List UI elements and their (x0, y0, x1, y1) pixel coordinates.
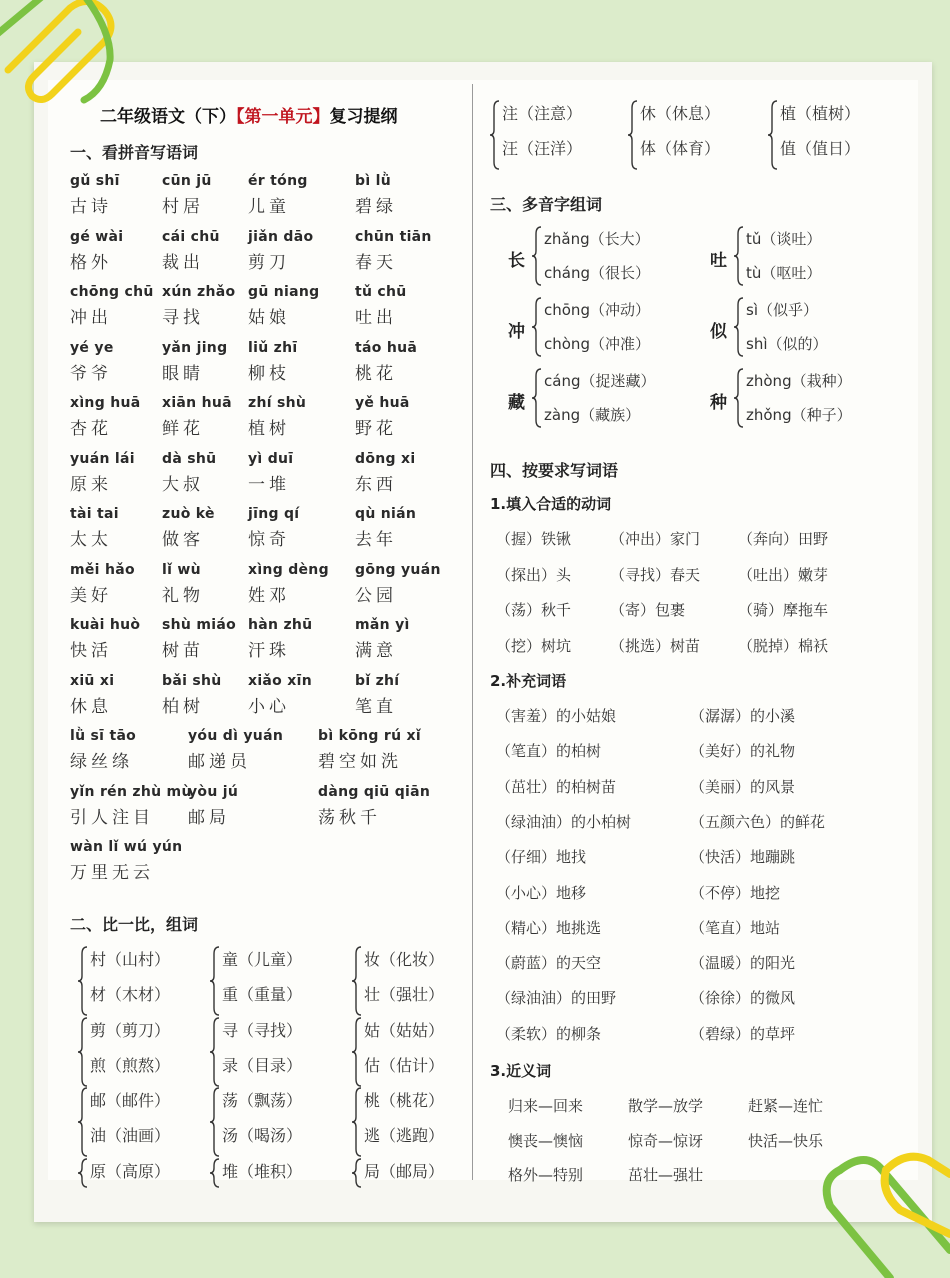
pinyin-pair (248, 562, 348, 606)
compare-group (78, 1087, 208, 1157)
compare-group (490, 100, 620, 170)
brace-icon (210, 946, 220, 1016)
hanzi-text: 爷爷 (70, 363, 112, 384)
compare-word: 寻（寻找） (222, 1020, 303, 1040)
polyphone-group (710, 297, 880, 359)
fill-phrase: （精心）地挑选 (496, 918, 602, 937)
brace-icon (532, 368, 542, 428)
polyphone-reading: chòng（冲准） (544, 335, 650, 353)
paperclip-bottom-right-icon (810, 1130, 950, 1278)
pinyin-text: cūn jū (162, 173, 212, 189)
polyphone-reading: zhǎng（长大） (544, 230, 650, 248)
synonym-pair: 归来—回来 (508, 1097, 584, 1115)
compare-word: 桃（桃花） (364, 1091, 445, 1110)
pinyin-text: lǐ wù (162, 561, 201, 578)
brace-icon (734, 226, 744, 286)
fill-phrase: （仔细）地找 (496, 848, 587, 867)
compare-group (78, 1158, 208, 1188)
pinyin-pair (355, 617, 455, 661)
hanzi-text: 一堆 (248, 474, 290, 495)
sub3-heading: 3.近义词 (490, 1062, 552, 1080)
polyphone-reading: zàng（藏族） (544, 406, 641, 424)
fill-phrase: （五颜六色）的鲜花 (690, 812, 826, 831)
section2-heading: 二、比一比，组词 (70, 915, 199, 934)
pinyin-text: xiǎo xīn (248, 672, 312, 689)
hanzi-text: 寻找 (162, 308, 204, 328)
pinyin-pair (355, 340, 455, 384)
verb-phrase: （寻找）春天 (610, 565, 701, 584)
brace-icon (628, 100, 638, 170)
compare-word: 煎（煎熬） (90, 1055, 171, 1075)
section4-heading: 四、按要求写词语 (490, 461, 619, 480)
brace-icon (78, 1087, 88, 1157)
pinyin-pair (248, 673, 348, 717)
fill-phrase: （潺潺）的小溪 (690, 707, 796, 725)
pinyin-text: jiǎn dāo (248, 228, 314, 245)
pinyin-pair (70, 395, 170, 439)
polyphone-reading: tù（呕吐） (746, 264, 822, 282)
pinyin-pair (70, 839, 210, 883)
pinyin-text: bì kōng rú xǐ (318, 728, 421, 744)
verb-phrase: （挑选）树苗 (610, 636, 701, 655)
polyphone-char: 长 (508, 251, 525, 271)
pinyin-text: xìng huā (70, 395, 141, 411)
polyphone-group (508, 297, 678, 359)
hanzi-text: 柳枝 (248, 363, 290, 384)
brace-icon (734, 297, 744, 357)
fill-phrase: （美丽）的风景 (690, 777, 796, 796)
title-prefix: 二年级语文（下） (100, 107, 236, 127)
brace-icon (210, 1087, 220, 1157)
compare-group (210, 946, 340, 1016)
pinyin-pair (355, 562, 455, 606)
hanzi-text: 美好 (70, 585, 112, 606)
page-title (100, 102, 398, 127)
fill-phrase: （徐徐）的微风 (690, 989, 796, 1008)
compare-word: 注（注意） (502, 104, 583, 123)
pinyin-text: yǎn jing (162, 339, 228, 356)
polyphone-char: 似 (710, 322, 727, 342)
hanzi-text: 邮递员 (188, 752, 251, 772)
synonym-pair: 茁壮—强壮 (628, 1166, 704, 1184)
polyphone-char: 种 (710, 393, 727, 413)
compare-group (352, 1087, 482, 1157)
pinyin-text: gū niang (248, 284, 320, 300)
hanzi-text: 村居 (162, 197, 204, 217)
compare-word: 油（油画） (90, 1126, 171, 1145)
pinyin-text: kuài huò (70, 617, 141, 633)
verb-phrase: （握）铁锹 (496, 530, 572, 548)
pinyin-text: yì duī (248, 450, 294, 467)
synonym-pair: 惊奇—惊讶 (628, 1131, 704, 1150)
pinyin-pair (70, 673, 170, 717)
compare-word: 童（儿童） (222, 950, 303, 969)
compare-word: 局（邮局） (364, 1161, 445, 1181)
compare-word: 村（山村） (90, 950, 171, 969)
brace-icon (734, 368, 744, 428)
compare-group (628, 100, 758, 170)
polyphone-reading: zhòng（栽种） (746, 372, 852, 390)
compare-word: 材（木材） (90, 985, 171, 1004)
hanzi-text: 野花 (355, 419, 397, 439)
hanzi-text: 小心 (248, 696, 290, 717)
title-suffix: 复习提纲 (329, 107, 398, 127)
hanzi-text: 格外 (70, 252, 112, 273)
pinyin-text: dàng qiū qiān (318, 783, 431, 800)
fill-phrase: （绿油油）的田野 (496, 989, 617, 1008)
pinyin-pair (248, 229, 348, 273)
hanzi-text: 碧绿 (355, 197, 397, 217)
section1-heading: 一、看拼音写语词 (70, 143, 199, 162)
compare-word: 姑（姑姑） (364, 1020, 445, 1040)
pinyin-text: dà shū (162, 450, 217, 467)
pinyin-text: bǐ zhí (355, 672, 400, 689)
verb-phrase: （探出）头 (496, 565, 572, 584)
compare-word: 逃（逃跑） (364, 1126, 445, 1145)
compare-word: 荡（飘荡） (222, 1091, 303, 1110)
polyphone-char: 冲 (508, 322, 525, 342)
pinyin-text: xún zhǎo (162, 284, 236, 300)
verb-phrase: （吐出）嫩芽 (738, 565, 829, 584)
fill-phrase: （害羞）的小姑娘 (496, 707, 617, 725)
pinyin-text: táo huā (355, 339, 418, 356)
pinyin-text: yóu dì yuán (188, 728, 284, 744)
pinyin-pair (162, 451, 262, 495)
fill-phrase: （茁壮）的柏树苗 (496, 777, 617, 796)
pinyin-pair (318, 728, 458, 772)
pinyin-text: yé ye (70, 339, 114, 356)
hanzi-text: 汗珠 (248, 641, 290, 661)
pinyin-text: wàn lǐ wú yún (70, 839, 183, 855)
hanzi-text: 眼睛 (162, 363, 204, 384)
fill-phrase: （美好）的礼物 (690, 742, 796, 761)
pinyin-pair (162, 340, 262, 384)
pinyin-pair (162, 506, 262, 550)
compare-word: 原（高原） (90, 1161, 171, 1181)
pinyin-pair (355, 673, 455, 717)
synonym-pair: 散学—放学 (628, 1097, 704, 1115)
hanzi-text: 柏树 (162, 696, 204, 717)
polyphone-char: 吐 (710, 251, 727, 271)
pinyin-pair (70, 617, 170, 661)
pinyin-text: zuò kè (162, 506, 215, 522)
compare-group (210, 1017, 340, 1087)
fill-phrase: （柔软）的柳条 (496, 1024, 602, 1043)
compare-word: 剪（剪刀） (90, 1020, 171, 1040)
compare-group (352, 1158, 482, 1188)
hanzi-text: 去年 (355, 530, 397, 550)
pinyin-text: liǔ zhī (248, 339, 298, 356)
fill-phrase: （小心）地移 (496, 883, 587, 902)
compare-group (352, 1017, 482, 1087)
pinyin-pair (162, 284, 262, 328)
pinyin-pair (162, 229, 262, 273)
hanzi-text: 万里无云 (70, 863, 154, 883)
pinyin-pair (70, 229, 170, 273)
compare-word: 汤（喝汤） (222, 1126, 303, 1145)
pinyin-text: chōng chū (70, 284, 154, 300)
pinyin-pair (248, 395, 348, 439)
verb-phrase: （脱掉）棉袄 (738, 636, 829, 655)
pinyin-pair (248, 451, 348, 495)
pinyin-pair (355, 451, 455, 495)
brace-icon (352, 1017, 362, 1087)
pinyin-text: zhí shù (248, 395, 307, 411)
hanzi-text: 做客 (162, 530, 204, 550)
hanzi-text: 姑娘 (248, 308, 290, 328)
hanzi-text: 冲出 (70, 308, 112, 328)
compare-word: 堆（堆积） (222, 1161, 303, 1181)
hanzi-text: 大叔 (162, 474, 204, 495)
compare-group (768, 100, 898, 170)
brace-icon (532, 297, 542, 357)
polyphone-group (508, 368, 678, 430)
polyphone-reading: sì（似乎） (746, 301, 818, 319)
brace-icon (78, 1158, 88, 1188)
pinyin-text: dōng xi (355, 450, 416, 467)
pinyin-pair (162, 617, 262, 661)
synonym-pair: 快活—快乐 (748, 1131, 824, 1150)
hanzi-text: 休息 (70, 696, 112, 717)
fill-phrase: （碧绿）的草坪 (690, 1024, 796, 1043)
pinyin-text: tǔ chū (355, 284, 407, 300)
polyphone-group (508, 226, 678, 288)
compare-word: 邮（邮件） (90, 1091, 171, 1110)
pinyin-pair (355, 173, 455, 217)
pinyin-text: gé wài (70, 228, 124, 245)
pinyin-pair (70, 340, 170, 384)
pinyin-text: mǎn yì (355, 617, 410, 633)
sub1-heading: 1.填入合适的动词 (490, 495, 612, 513)
hanzi-text: 树苗 (162, 641, 204, 661)
hanzi-text: 裁出 (162, 252, 204, 273)
hanzi-text: 剪刀 (248, 252, 290, 273)
pinyin-pair (162, 562, 262, 606)
compare-word: 壮（强壮） (364, 985, 445, 1004)
hanzi-text: 古诗 (70, 197, 112, 217)
compare-group (78, 946, 208, 1016)
pinyin-text: hàn zhū (248, 617, 313, 633)
synonym-pair: 赶紧—连忙 (748, 1097, 824, 1115)
pinyin-pair (248, 340, 348, 384)
pinyin-text: yòu jú (188, 783, 239, 800)
pinyin-text: cái chū (162, 228, 220, 245)
verb-phrase: （冲出）家门 (610, 530, 701, 548)
brace-icon (78, 946, 88, 1016)
pinyin-pair (162, 173, 262, 217)
fill-phrase: （不停）地挖 (690, 883, 781, 902)
brace-icon (210, 1158, 220, 1188)
pinyin-pair (70, 284, 170, 328)
pinyin-pair (248, 506, 348, 550)
pinyin-pair (188, 784, 328, 828)
compare-word: 重（重量） (222, 985, 303, 1004)
pinyin-pair (70, 506, 170, 550)
polyphone-reading: tǔ（谈吐） (746, 230, 822, 248)
polyphone-char: 藏 (508, 393, 525, 413)
pinyin-pair (355, 284, 455, 328)
hanzi-text: 原来 (70, 474, 112, 495)
polyphone-reading: cáng（捉迷藏） (544, 372, 656, 390)
compare-word: 汪（汪洋） (502, 139, 583, 158)
polyphone-group (710, 226, 880, 288)
polyphone-reading: cháng（很长） (544, 264, 650, 282)
pinyin-text: yuán lái (70, 450, 135, 467)
hanzi-text: 姓邓 (248, 585, 290, 606)
verb-phrase: （骑）摩拖车 (738, 601, 829, 619)
sub2-heading: 2.补充词语 (490, 672, 567, 690)
pinyin-text: gōng yuán (355, 561, 441, 578)
hanzi-text: 惊奇 (248, 530, 290, 550)
pinyin-text: gǔ shī (70, 173, 120, 189)
hanzi-text: 杏花 (70, 419, 112, 439)
compare-word: 妆（化妆） (364, 950, 445, 969)
pinyin-pair (70, 562, 170, 606)
hanzi-text: 桃花 (355, 363, 397, 384)
hanzi-text: 礼物 (162, 585, 204, 606)
fill-phrase: （笔直）的柏树 (496, 742, 602, 761)
synonym-pair: 格外—特别 (508, 1166, 584, 1184)
pinyin-text: chūn tiān (355, 228, 432, 245)
pinyin-pair (248, 284, 348, 328)
pinyin-text: lǜ sī tāo (70, 728, 137, 744)
hanzi-text: 绿丝绦 (70, 752, 133, 772)
hanzi-text: 植树 (248, 419, 290, 439)
pinyin-pair (162, 673, 262, 717)
compare-group (210, 1158, 340, 1188)
pinyin-pair (70, 451, 170, 495)
hanzi-text: 鲜花 (162, 419, 204, 439)
hanzi-text: 笔直 (355, 696, 397, 717)
hanzi-text: 春天 (355, 252, 397, 273)
compare-word: 体（体育） (640, 139, 721, 158)
compare-word: 估（估计） (364, 1055, 445, 1075)
pinyin-pair (162, 395, 262, 439)
pinyin-pair (355, 506, 455, 550)
pinyin-text: měi hǎo (70, 561, 135, 578)
compare-word: 休（休息） (640, 104, 721, 123)
pinyin-text: ér tóng (248, 173, 308, 189)
brace-icon (78, 1017, 88, 1087)
compare-group (210, 1087, 340, 1157)
verb-phrase: （挖）树坑 (496, 636, 572, 655)
pinyin-text: qù nián (355, 506, 417, 522)
brace-icon (352, 1087, 362, 1157)
pinyin-text: tài tai (70, 506, 119, 522)
compare-group (352, 946, 482, 1016)
pinyin-pair (188, 728, 328, 772)
pinyin-text: xìng dèng (248, 561, 329, 578)
pinyin-text: jīng qí (248, 506, 300, 522)
brace-icon (490, 100, 500, 170)
fill-phrase: （蔚蓝）的天空 (496, 954, 602, 973)
hanzi-text: 邮局 (188, 807, 230, 828)
fill-phrase: （笔直）地站 (690, 918, 781, 937)
brace-icon (532, 226, 542, 286)
compare-group (78, 1017, 208, 1087)
hanzi-text: 满意 (355, 641, 397, 661)
pinyin-text: yǐn rén zhù mù (70, 783, 192, 800)
hanzi-text: 东西 (355, 474, 397, 495)
polyphone-group (710, 368, 880, 430)
fill-phrase: （快活）地蹦跳 (690, 848, 796, 867)
pinyin-pair (248, 617, 348, 661)
verb-phrase: （寄）包裹 (610, 601, 686, 619)
pinyin-pair (70, 173, 170, 217)
hanzi-text: 吐出 (355, 308, 397, 328)
hanzi-text: 太太 (70, 530, 112, 550)
compare-word: 植（植树） (780, 104, 861, 123)
compare-word: 录（目录） (222, 1055, 303, 1075)
fill-phrase: （温暖）的阳光 (690, 954, 796, 973)
pinyin-pair (248, 173, 348, 217)
pinyin-text: shù miáo (162, 617, 236, 633)
compare-word: 值（值日） (780, 139, 861, 158)
pinyin-text: bì lǜ (355, 173, 391, 189)
pinyin-text: xiān huā (162, 395, 232, 411)
brace-icon (210, 1017, 220, 1087)
polyphone-reading: shì（似的） (746, 335, 828, 353)
pinyin-pair (318, 784, 458, 828)
hanzi-text: 引人注目 (70, 807, 154, 828)
hanzi-text: 碧空如洗 (318, 752, 402, 772)
pinyin-pair (355, 395, 455, 439)
brace-icon (352, 946, 362, 1016)
verb-phrase: （荡）秋千 (496, 601, 572, 619)
hanzi-text: 荡秋千 (318, 807, 381, 828)
hanzi-text: 儿童 (248, 197, 290, 217)
verb-phrase: （奔向）田野 (738, 530, 829, 548)
section3-heading: 三、多音字组词 (490, 195, 603, 214)
fill-phrase: （绿油油）的小柏树 (496, 812, 632, 831)
pinyin-text: bǎi shù (162, 672, 222, 689)
hanzi-text: 快活 (70, 641, 112, 661)
brace-icon (768, 100, 778, 170)
pinyin-text: xiū xi (70, 672, 115, 689)
pinyin-pair (355, 229, 455, 273)
brace-icon (352, 1158, 362, 1188)
pinyin-text: yě huā (355, 395, 410, 411)
title-highlight: 【第一单元】 (236, 107, 330, 127)
polyphone-reading: chōng（冲动） (544, 301, 650, 319)
synonym-pair: 懊丧—懊恼 (508, 1131, 584, 1150)
hanzi-text: 公园 (355, 585, 397, 606)
polyphone-reading: zhǒng（种子） (746, 406, 852, 424)
paperclip-top-left-icon (0, 0, 140, 140)
